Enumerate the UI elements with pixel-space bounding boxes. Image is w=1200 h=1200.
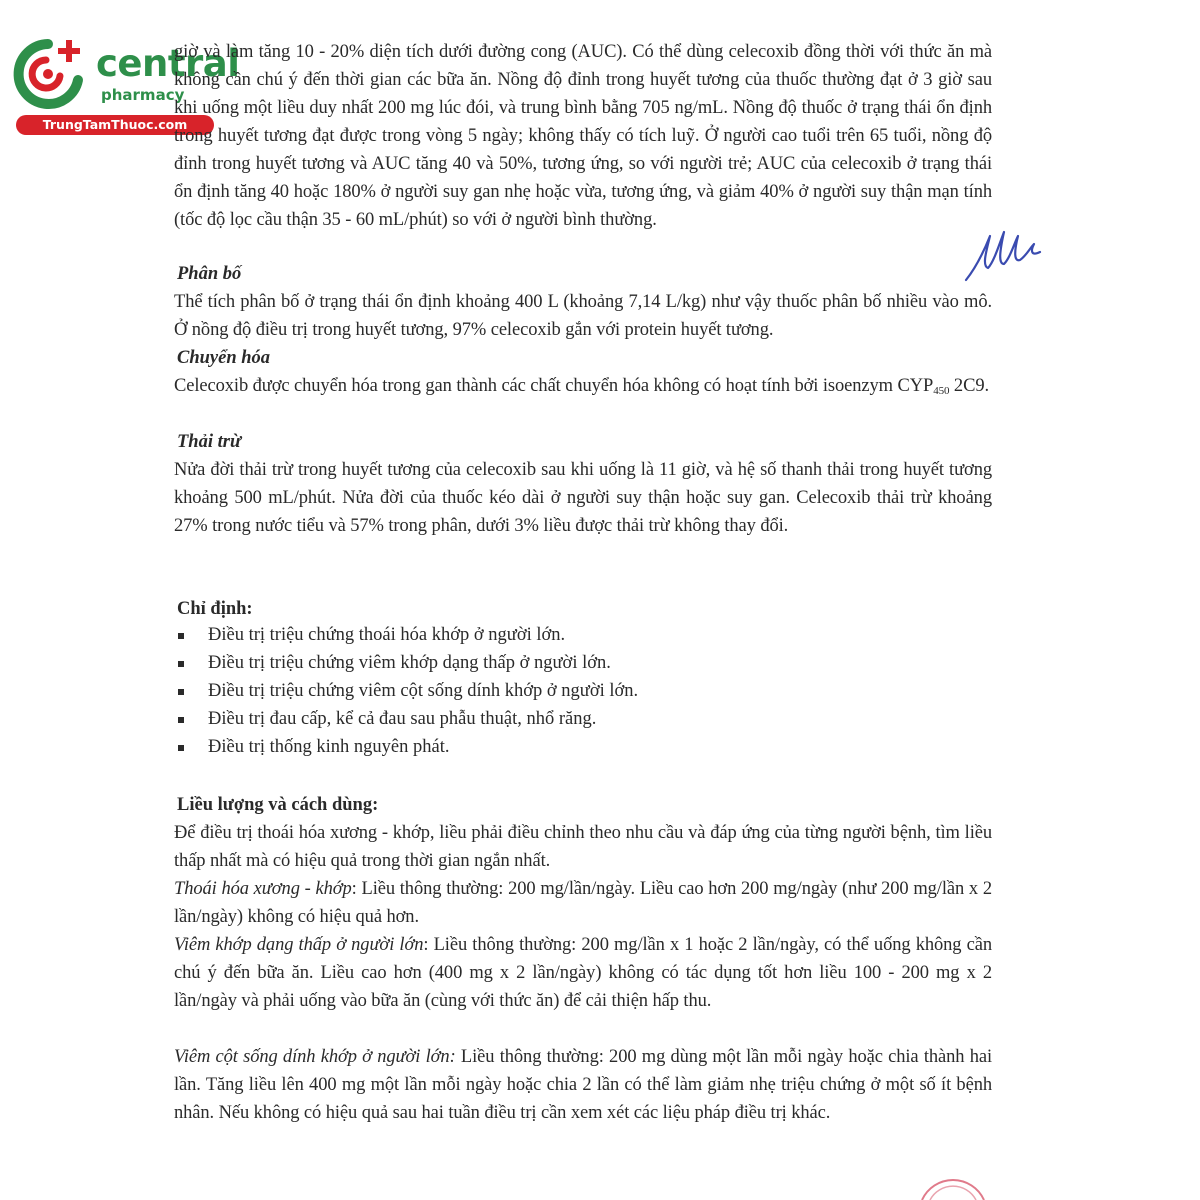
logo-mark-icon (8, 36, 92, 112)
heading-elimination: Thải trừ (177, 432, 242, 452)
dosage-oa (174, 875, 992, 931)
pharmacokinetics-intro: giờ và làm tăng 10 - 20% diện tích dưới đường cong (AUC). Có thể dùng celecoxib đồng thời với thức ăn mà không cần chú ý đến thời gian các bữa ăn. Nồng độ đỉnh trong huyết tương của thuốc thường đạt ở 3 giờ sau khi uống một liều duy nhất 200 mg lúc đói, và trung bình bằng 705 ng/mL. Nồng độ thuốc ở trạng thái ổn định trong huyết tương đạt được trong vòng 5 ngày; không thấy có tích luỹ. Ở người cao tuổi trên 65 tuổi, nồng độ đỉnh trong huyết tương và AUC tăng 40 và 50%, tương ứng, so với người trẻ; AUC của celecoxib ở trạng thái ổn định tăng 40 hoặc 180% ở người suy gan nhẹ hoặc vừa, tương ứng, và giảm 40% ở người suy thận mạn tính (tốc độ lọc cầu thận 35 - 60 mL/phút) so với ở người bình thường. (174, 42, 992, 230)
dosage-oa-label: Thoái hóa xương - khớp (174, 879, 352, 899)
logo-site-banner: TrungTamThuoc.com (16, 115, 214, 135)
elimination-text: Nửa đời thải trừ trong huyết tương của celecoxib sau khi uống là 11 giờ, và hệ số thanh thải trong huyết tương khoảng 500 mL/phút. Nửa đời của thuốc kéo dài ở người suy thận hoặc suy gan. Celecoxib thải trừ khoảng 27% trong nước tiểu và 57% trong phân, dưới 3% liều được thải trừ không thay đổi. (174, 460, 992, 536)
list-item: Điều trị đau cấp, kể cả đau sau phẫu thuật, nhổ răng. (174, 705, 638, 733)
metabolism-enzyme-tail: 2C9. (949, 376, 989, 396)
dosage-ra-label: Viêm khớp dạng thấp ở người lớn (174, 935, 424, 955)
list-item: Điều trị triệu chứng viêm khớp dạng thấp ở người lớn. (174, 649, 638, 677)
bullet-square-icon (178, 689, 184, 695)
metabolism-enzyme-sub: 450 (933, 385, 950, 397)
heading-indications: Chỉ định: (177, 599, 253, 619)
logo-brand-name: central (96, 42, 240, 85)
stamp-icon (918, 1168, 988, 1200)
handwritten-signature (960, 222, 1050, 284)
heading-metabolism: Chuyển hóa (177, 348, 271, 368)
metabolism-block (174, 372, 992, 400)
bullet-square-icon (178, 633, 184, 639)
dosage-as (174, 1043, 992, 1127)
dosage-oa-text: : Liều thông thường: 200 mg/lần/ngày. Liều cao hơn 200 mg/ngày (như 200 mg/lần x 2 lần/ngày) không có hiệu quả hơn. (174, 879, 992, 927)
metabolism-enzyme: CYP (897, 376, 934, 396)
list-item: Điều trị thống kinh nguyên phát. (174, 733, 638, 761)
list-item: Điều trị triệu chứng viêm cột sống dính khớp ở người lớn. (174, 677, 638, 705)
heading-distribution: Phân bố (177, 264, 242, 284)
logo-brand-sub: pharmacy (101, 86, 185, 104)
dosage-as-text: Liều thông thường: 200 mg dùng một lần mỗi ngày hoặc chia thành hai lần. Tăng liều lên 400 mg một lần mỗi ngày hoặc chia 2 lần có thể làm giảm nhẹ triệu chứng ở một số ít bệnh nhân. Nếu không có hiệu quả sau hai tuần điều trị cần xem xét các liệu pháp điều trị khác. (174, 1047, 993, 1123)
list-item: Điều trị triệu chứng thoái hóa khớp ở người lớn. (174, 621, 638, 649)
bullet-square-icon (178, 661, 184, 667)
dosage-intro: Để điều trị thoái hóa xương - khớp, liều phải điều chỉnh theo nhu cầu và đáp ứng của từng người bệnh, tìm liều thấp nhất mà có hiệu quả trong thời gian ngắn nhất. (174, 823, 992, 871)
dosage-ra-text: : Liều thông thường: 200 mg/lần x 1 hoặc 2 lần/ngày, có thể uống không cần chú ý đến bữa ăn. Liều cao hơn (400 mg x 2 lần/ngày) không có tác dụng tốt hơn liều 100 - 200 mg x 2 lần/ngày và phải uống vào bữa ăn (cùng với thức ăn) để cải thiện hấp thu. (174, 935, 992, 1011)
indications-list (174, 621, 638, 761)
dosage-as-label: Viêm cột sống dính khớp ở người lớn: (174, 1047, 456, 1067)
metabolism-text: Celecoxib được chuyển hóa trong gan thành các chất chuyển hóa không có hoạt tính bởi isoenzym (174, 376, 893, 396)
bullet-square-icon (178, 717, 184, 723)
heading-dosage: Liều lượng và cách dùng: (177, 795, 379, 815)
dosage-ra (174, 931, 992, 1015)
bullet-square-icon (178, 745, 184, 751)
distribution-text: Thể tích phân bố ở trạng thái ổn định khoảng 400 L (khoảng 7,14 L/kg) như vậy thuốc phân bố nhiều vào mô. Ở nồng độ điều trị trong huyết tương, 97% celecoxib gắn với protein huyết tương. (174, 292, 992, 340)
